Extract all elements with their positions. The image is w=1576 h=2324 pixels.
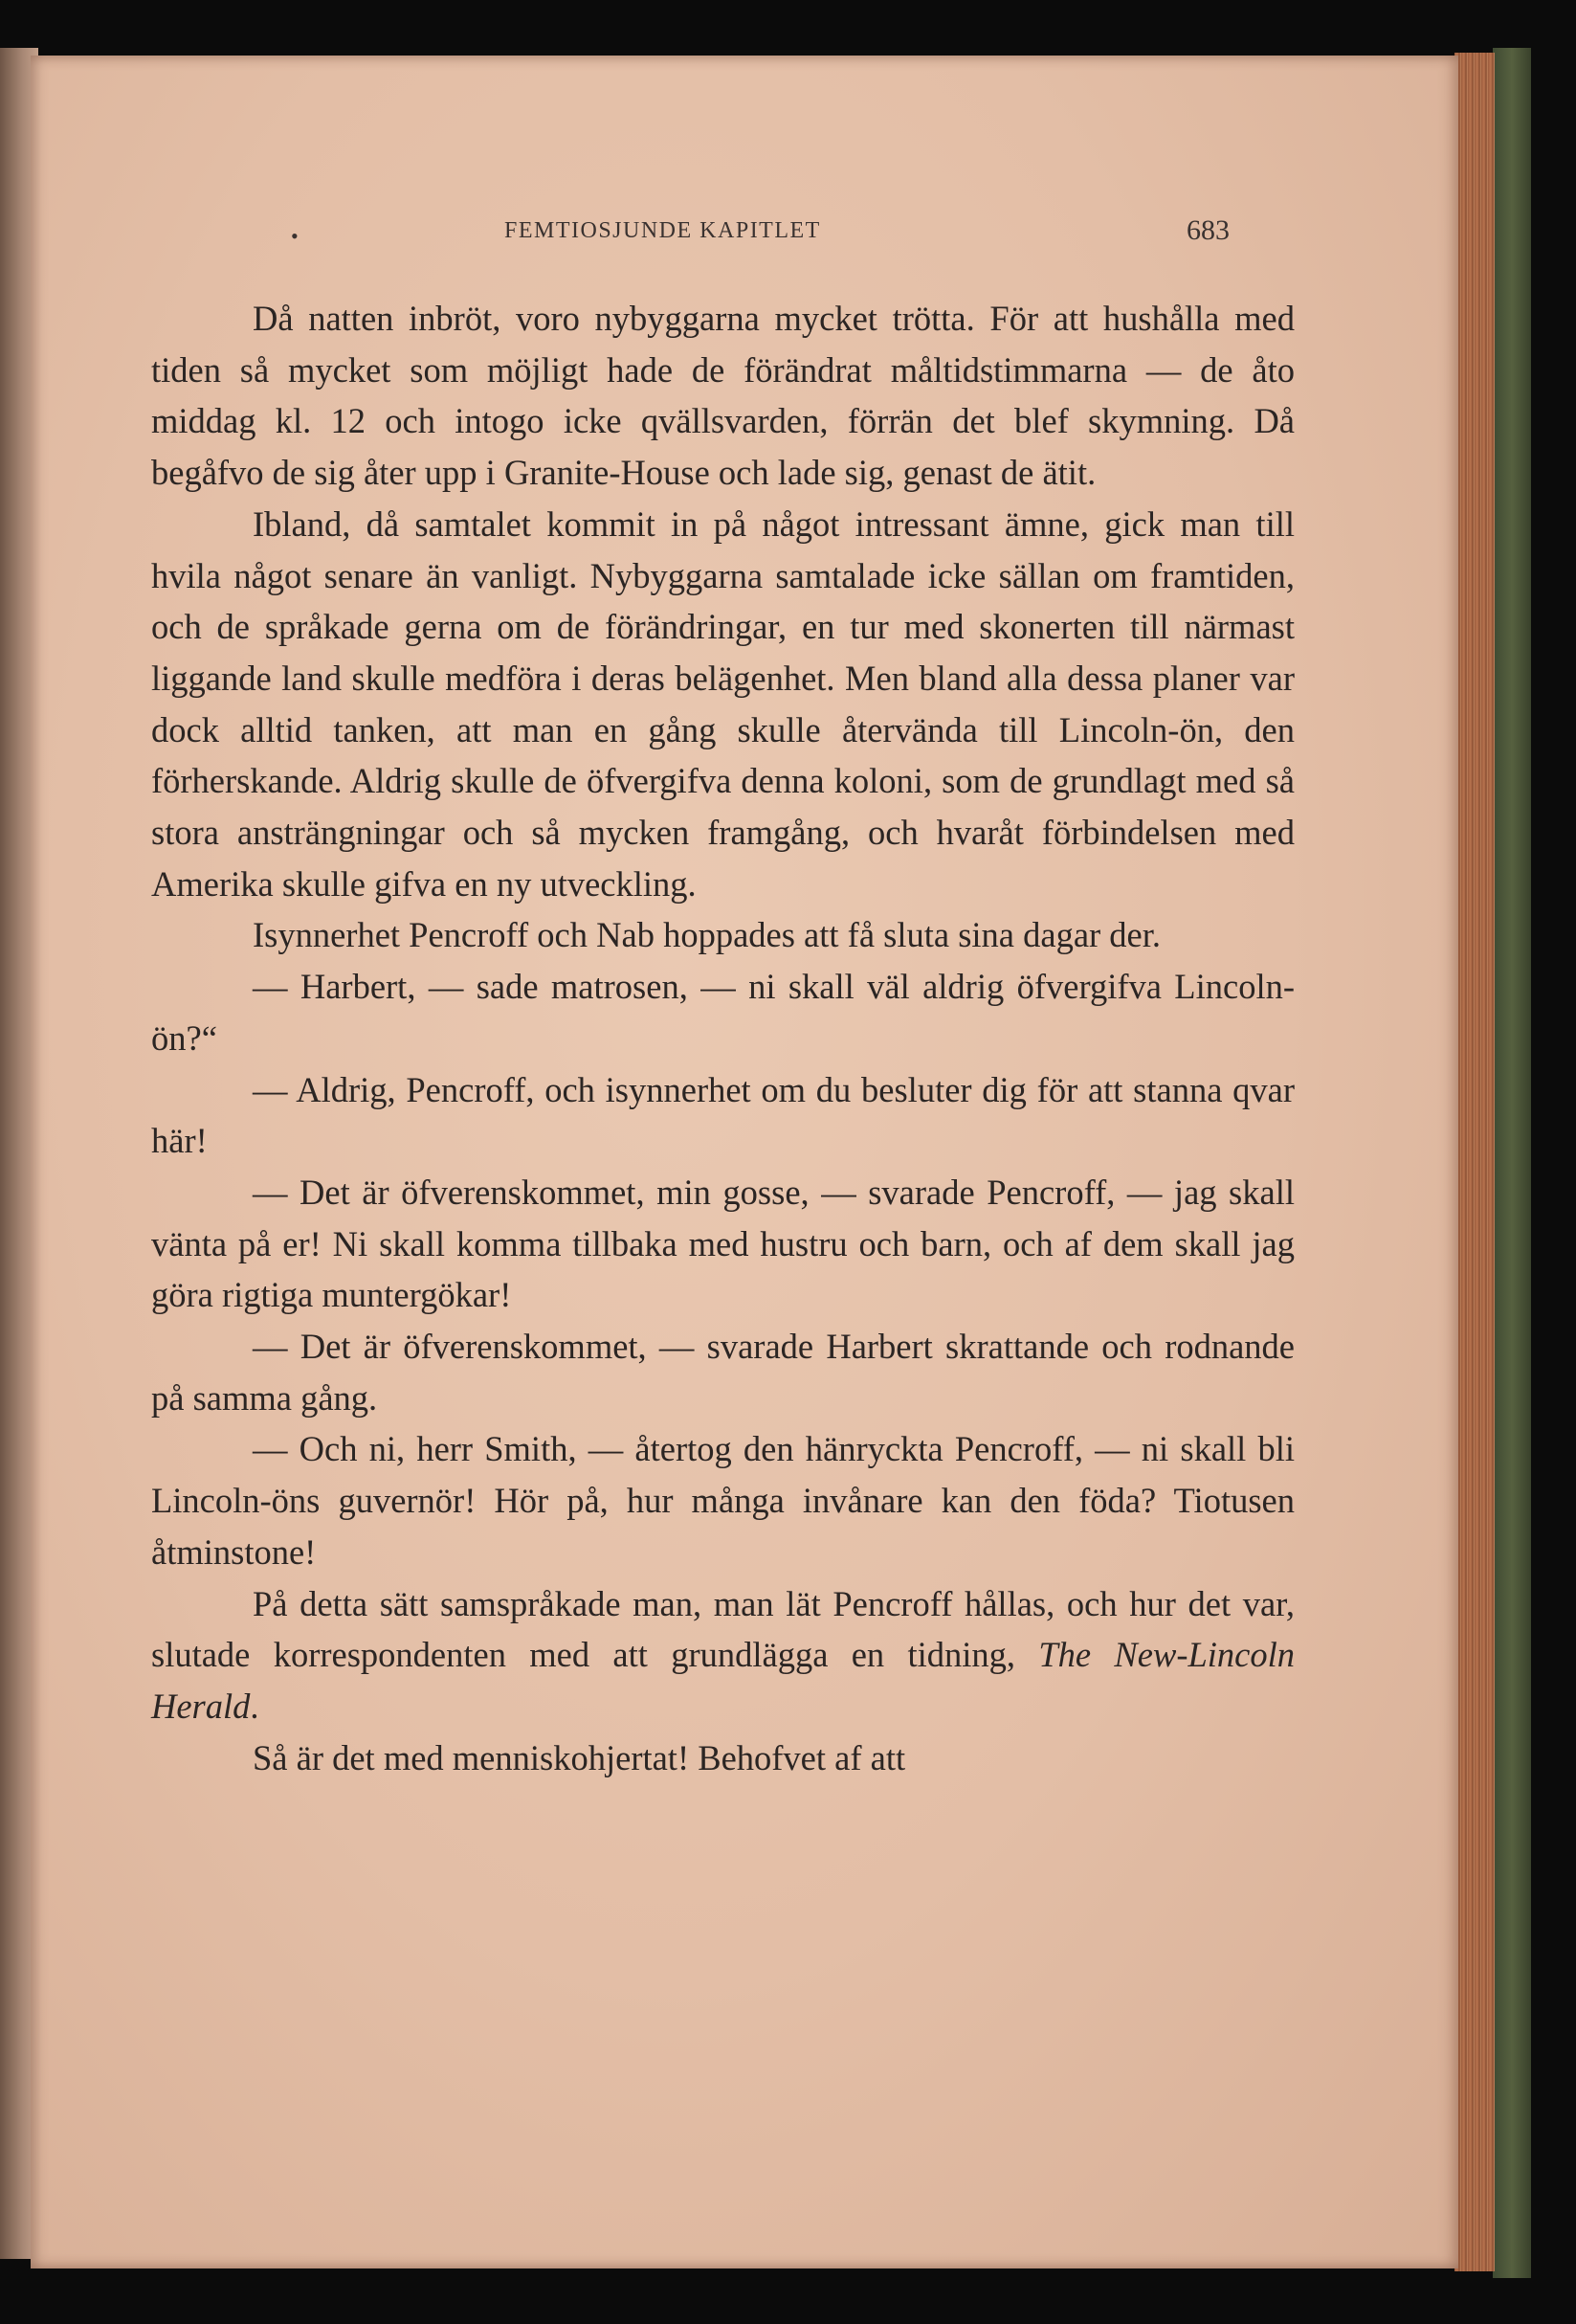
book-page [31,56,1458,2268]
book-cover-right-edge [1493,48,1531,2278]
paragraph: Ibland, då samtalet kommit in på något intressant ämne, gick man till hvila något senare än vanligt. Nybyggarna samtalade icke sällan om framtiden, och de språkade gerna om de förändringar, en tur med skonerten till närmast liggande land skulle medföra i deras belägenhet. Men bland alla dessa planer var dock alltid tanken, att man en gång skulle återvända till Lincoln-ön, den förherskande. Aldrig skulle de öfvergifva denna koloni, som de grundlagt med så stora ansträngningar och så mycken framgång, och hvaråt förbindelsen med Amerika skulle gifva en ny utveckling. [151,503,1295,904]
body-text [151,293,1295,1783]
paragraph-text: . [250,1686,259,1726]
paragraph: — Det är öfverenskommet, min gosse, — svarade Pencroff, — jag skall vänta på er! Ni skall komma tillbaka med hustru och barn, och af dem skall jag göra rigtiga muntergökar! [151,1172,1295,1315]
paragraph: Så är det med menniskohjertat! Behofvet af att [253,1737,906,1777]
paragraph: Isynnerhet Pencroff och Nab hoppades att få sluta sina dagar der. [253,915,1162,955]
header-mark: • [291,224,299,248]
paragraph: — Och ni, herr Smith, — återtog den hänryckta Pencroff, — ni skall bli Lincoln-öns guvernör! Hör på, hur många invånare kan den föda? Tiotusen åtminstone! [151,1429,1295,1572]
paragraph [151,1578,1295,1732]
page-fore-edge [1454,53,1495,2271]
chapter-title: FEMTIOSJUNDE KAPITLET [504,218,821,243]
paragraph: — Aldrig, Pencroff, och isynnerhet om du besluter dig för att stanna qvar här! [151,1069,1295,1161]
paragraph: Då natten inbröt, voro nybyggarna mycket trötta. För att hushålla med tiden så mycket som möjligt hade de förändrat måltidstimmarna — de åto middag kl. 12 och intogo icke qvällsvarden, förrän det blef skymning. Då begåfvo de sig åter upp i Granite-House och lade sig, genast de ätit. [151,299,1295,493]
newspaper-title: The New-Lincoln Herald [151,1635,1295,1726]
page-number: 683 [1187,214,1230,246]
paragraph-text: På detta sätt samspråkade man, man lät Pencroff hållas, och hur det var, slutade korrespondenten med att grundlägga en tidning, [151,1583,1295,1675]
paragraph: — Harbert, — sade matrosen, — ni skall väl aldrig öfvergifva Lincoln-ön?“ [151,967,1295,1058]
running-header [31,214,1458,257]
paragraph: — Det är öfverenskommet, — svarade Harbert skrattande och rodnande på samma gång. [151,1327,1295,1418]
